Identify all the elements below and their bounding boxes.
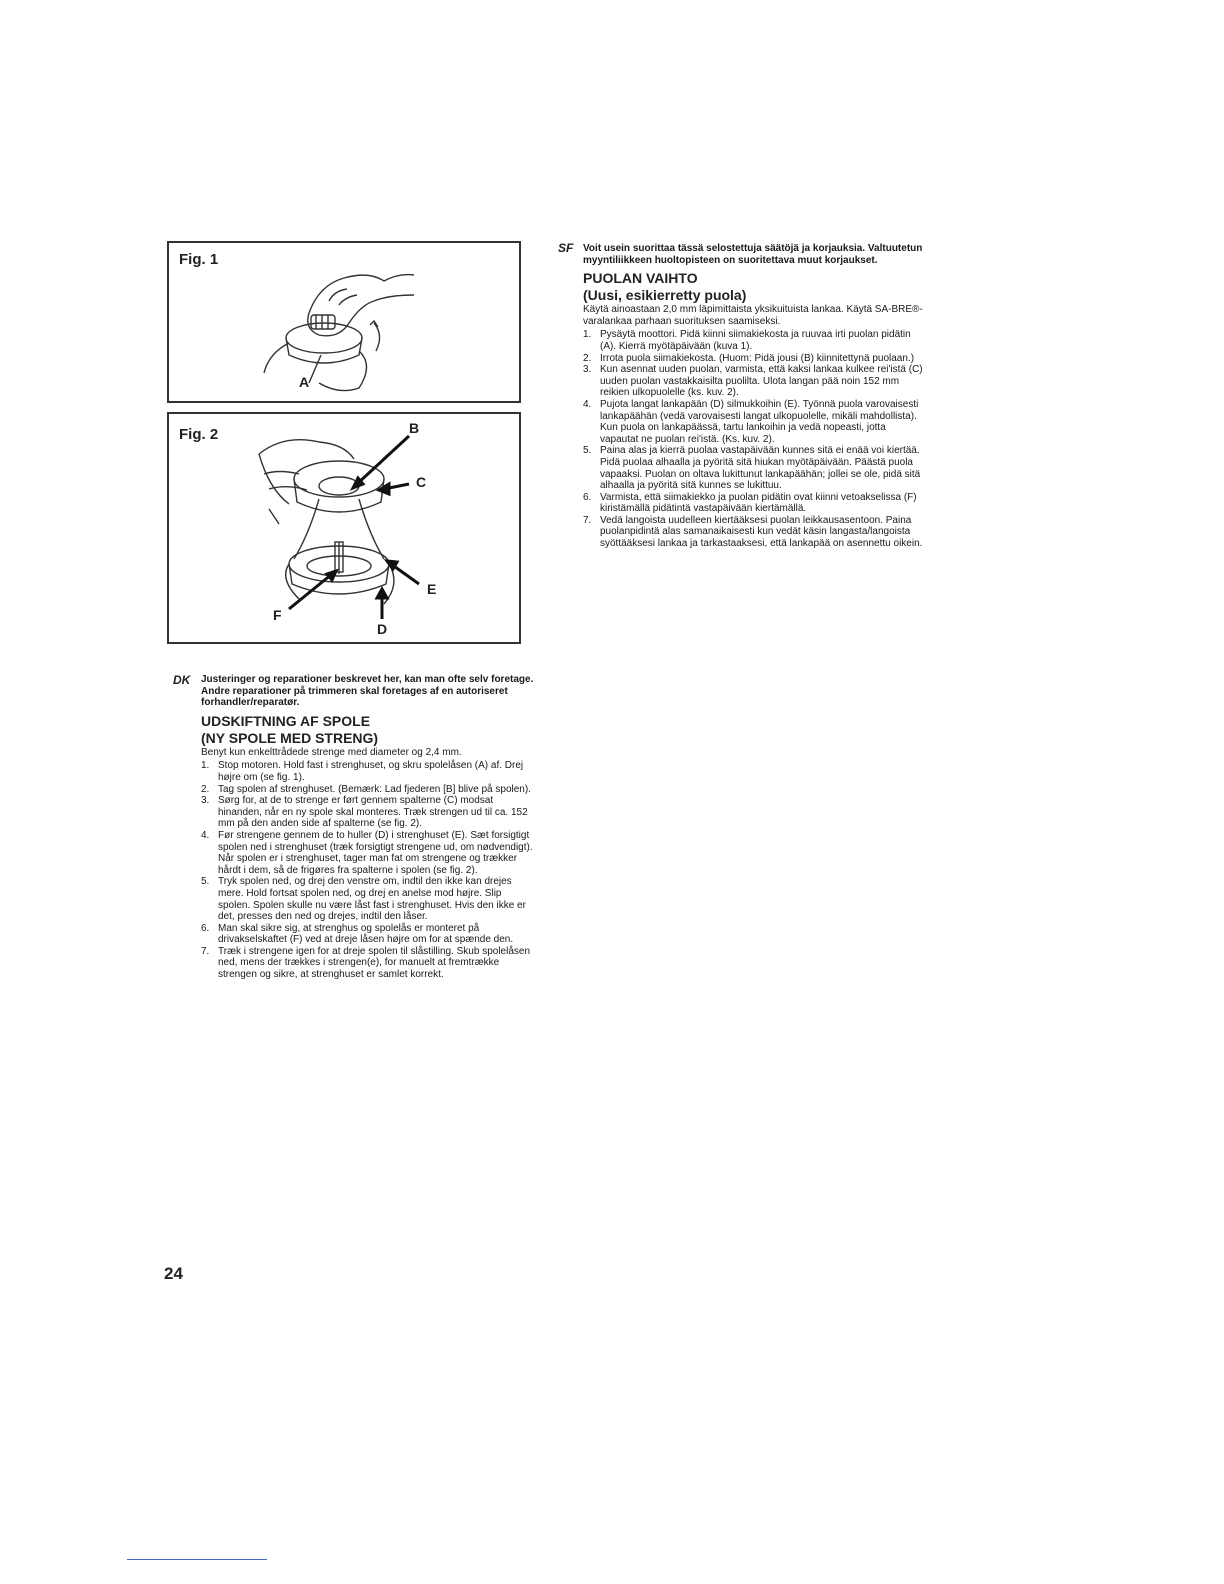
figure-1: [167, 241, 521, 403]
sf-heading: PUOLAN VAIHTO: [583, 270, 698, 287]
sf-steps: [583, 329, 924, 549]
callout-a: A: [299, 374, 310, 390]
callout-f: F: [273, 607, 282, 623]
list-item: 2. Irrota puola siimakiekosta. (Huom: Pidä jousi (B) kiinnitettynä puolaan.): [583, 352, 915, 364]
figure-2-title: Fig. 2: [179, 426, 219, 443]
callout-b: B: [409, 420, 420, 436]
callout-d: D: [377, 621, 388, 637]
list-item: 4. Før strengene gennem de to huller (D) i strenghuset (E). Sæt forsigtigt spolen ned i strenghuset (træk forsigtigt strengene ud, om nødvendigt). Når spolen er i strenghuset, tager man fat om strengene og trækker hårdt i dem, så de frigøres fra spalterne i spolen (se fig. 2).: [201, 829, 533, 876]
dk-steps: [201, 760, 534, 980]
sf-section: [583, 243, 924, 550]
sf-subintro: Käytä ainoastaan 2,0 mm läpimittaista yksikuituista lankaa. Käytä SA-BRE®-varalankaa parhaan suorituksen saamiseksi.: [583, 304, 923, 327]
sf-intro: Voit usein suorittaa tässä selostettuja säätöjä ja korjauksia. Valtuutetun myyntiliikkeen huoltopisteen on suoritettava muut korjaukset.: [583, 243, 923, 266]
language-code-dk: DK: [173, 673, 191, 687]
figure-2-illustration: [169, 414, 519, 642]
dk-section: [201, 674, 534, 981]
callout-c: C: [416, 474, 427, 490]
list-item: 1. Pysäytä moottori. Pidä kiinni siimakiekosta ja ruuvaa irti puolan pidätin (A). Kierrä myötäpäivään (kuva 1).: [583, 329, 911, 352]
footer-divider: [127, 1559, 267, 1560]
callout-e: E: [427, 581, 437, 597]
dk-subheading: (NY SPOLE MED STRENG): [201, 729, 379, 746]
figure-1-title: Fig. 1: [179, 251, 219, 268]
list-item: 7. Vedä langoista uudelleen kiertääksesi puolan leikkausasentoon. Paina puolanpidintä alas samanaikaisesti kun vedät käsin langasta/langoista syöttääksesi lankaa ja tarkastaaksesi, että lankapää on asennettu oikein.: [583, 514, 923, 550]
figure-1-illustration: [169, 243, 519, 401]
language-code-sf: SF: [558, 241, 574, 255]
page-number: 24: [164, 1264, 183, 1283]
sf-subheading: (Uusi, esikierretty puola): [583, 287, 747, 304]
list-item: 5. Paina alas ja kierrä puolaa vastapäivään kunnes sitä ei enää voi kiertää. Pidä puolaa alhaalla ja pyöritä sitä hiukan myötäpäivään. Päästä puola vapaaksi. Puolan on oltava lukittunut lankapäähän; jollei se ole, pidä sitä alhaalla ja pyöritä sitä kunnes se lukittuu.: [583, 445, 921, 492]
list-item: 6. Man skal sikre sig, at strenghus og spolelås er monteret på drivakselskaftet (F) ved at dreje låsen højre om for at spænde den.: [201, 922, 514, 946]
list-item: 1. Stop motoren. Hold fast i strenghuset, og skru spolelåsen (A) af. Drej højre om (se fig. 1).: [201, 760, 524, 783]
list-item: 3. Kun asennat uuden puolan, varmista, että kaksi lankaa kulkee rei'istä (C) uuden puolan vastakkaisilta puolilta. Ulota langan pää noin 152 mm reikien ulkopuolelle (ks. kuv. 2).: [583, 364, 923, 399]
list-item: 7. Træk i strengene igen for at dreje spolen til slåstilling. Skub spolelåsen ned, mens der trækkes i strengen(e), for manuelt at fremtrække strengen og sikre, at strenghuset er samlet korrekt.: [201, 945, 531, 981]
list-item: 4. Pujota langat lankapään (D) silmukkoihin (E). Työnnä puola varovaisesti lankapäähän (vedä varovaisesti langat ulkopuolelle, mikäli mahdollista). Kun puola on lankapäässä, tartu lankoihin ja vedä nopeasti, jotta vapautat ne puolan rei'istä. (Ks. kuv. 2).: [583, 398, 919, 445]
dk-heading: UDSKIFTNING AF SPOLE: [201, 712, 371, 729]
list-item: 5. Tryk spolen ned, og drej den venstre om, indtil den ikke kan drejes mere. Hold fortsat spolen ned, og drej en anelse mod højre. Slip spolen. Spolen skulle nu være låst fast i strenghuset. Hvis den ikke er det, presses den ned og drejes, indtil den låser.: [201, 876, 526, 923]
figure-2: [167, 412, 521, 644]
dk-intro: Justeringer og reparationer beskrevet her, kan man ofte selv foretage. Andre reparationer på trimmeren skal foretages af en autoriseret forhandler/reparatør.: [201, 674, 534, 709]
dk-subintro: Benyt kun enkelttrådede strenge med diameter og 2,4 mm.: [201, 746, 462, 758]
list-item: 3. Sørg for, at de to strenge er ført gennem spalterne (C) modsat hinanden, når en ny spole skal monteres. Træk strengen ud til ca. 152 mm på den anden side af spalterne (se fig. 2).: [201, 795, 528, 830]
list-item: 2. Tag spolen af strenghuset. (Bemærk: Lad fjederen [B] blive på spolen).: [201, 783, 531, 795]
list-item: 6. Varmista, että siimakiekko ja puolan pidätin ovat kiinni vetoakselissa (F) kiristämällä pidätintä vastapäivään kiertämällä.: [583, 491, 917, 515]
